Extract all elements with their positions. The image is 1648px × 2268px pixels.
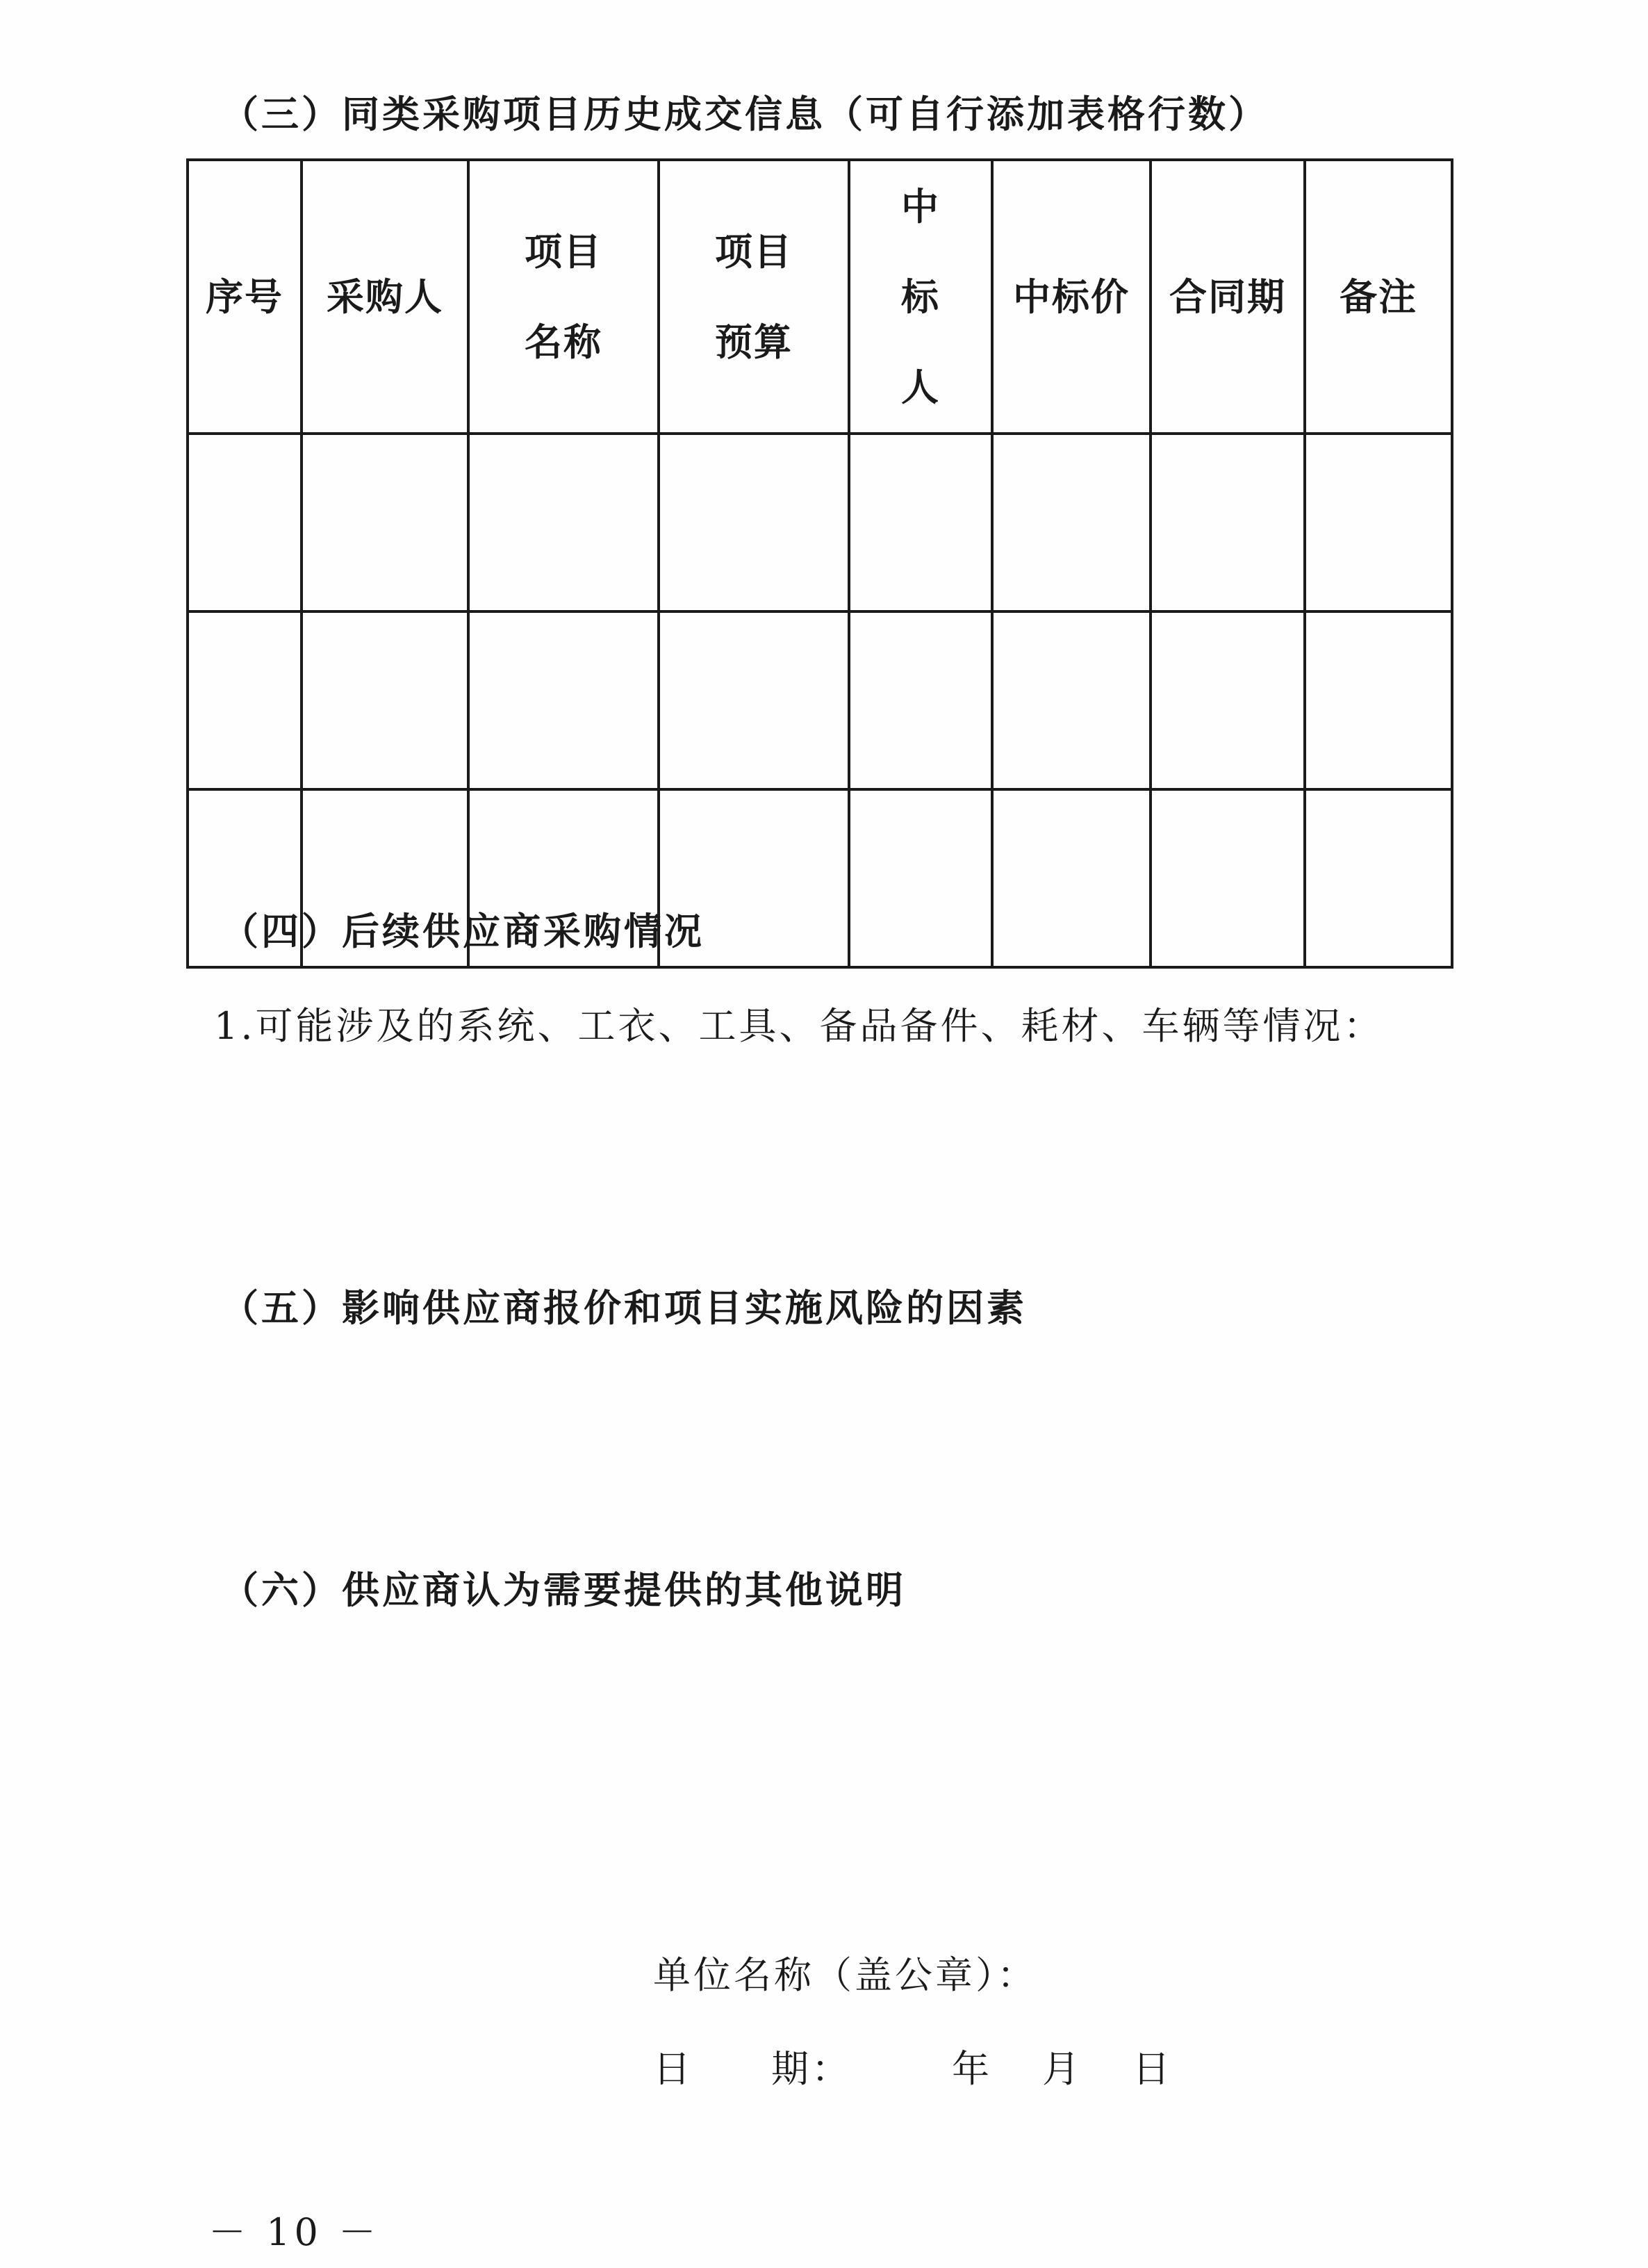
- header-serial: 序号: [188, 160, 302, 434]
- table-cell: [659, 434, 849, 611]
- table-cell: [302, 434, 468, 611]
- date-label-day-char: 日: [653, 2047, 693, 2091]
- header-project-name: 项目名称: [468, 160, 659, 434]
- table-cell: [849, 789, 992, 967]
- section-3-title: （三）同类采购项目历史成交信息（可自行添加表格行数）: [221, 92, 1269, 136]
- date-day-label: 日: [1132, 2047, 1173, 2091]
- table-cell: [1151, 611, 1305, 789]
- table-cell: [468, 611, 659, 789]
- header-winning-bidder: 中标人: [849, 160, 992, 434]
- table-header-row: [188, 160, 1452, 434]
- section-5-title: （五）影响供应商报价和项目实施风险的因素: [221, 1285, 1027, 1330]
- table-row: [188, 611, 1452, 789]
- table-cell: [992, 789, 1151, 967]
- table-cell: [188, 434, 302, 611]
- header-contract-period: 合同期: [1151, 160, 1305, 434]
- date-year-label: 年: [952, 2047, 992, 2091]
- table-cell: [1151, 789, 1305, 967]
- section-6-title: （六）供应商认为需要提供的其他说明: [221, 1568, 906, 1612]
- table-cell: [1305, 434, 1452, 611]
- table-cell: [1305, 611, 1452, 789]
- table-cell: [188, 611, 302, 789]
- table-cell: [1151, 434, 1305, 611]
- table-cell: [992, 611, 1151, 789]
- date-month-label: 月: [1042, 2047, 1082, 2091]
- header-purchaser: 采购人: [302, 160, 468, 434]
- table-cell: [468, 434, 659, 611]
- header-winning-price: 中标价: [992, 160, 1151, 434]
- history-deal-table: [186, 158, 1453, 969]
- table-cell: [849, 611, 992, 789]
- table-cell: [849, 434, 992, 611]
- section-4-title: （四）后续供应商采购情况: [221, 909, 704, 953]
- table-cell: [302, 611, 468, 789]
- section-4-item-1: 1.可能涉及的系统、工衣、工具、备品备件、耗材、车辆等情况：: [214, 1004, 1384, 1048]
- table-cell: [992, 434, 1151, 611]
- date-line: [653, 2039, 1173, 2093]
- header-project-budget: 项目预算: [659, 160, 849, 434]
- unit-name-label: 单位名称（盖公章）：: [653, 1953, 1037, 1997]
- header-remarks: 备注: [1305, 160, 1452, 434]
- table-cell: [659, 611, 849, 789]
- table-cell: [1305, 789, 1452, 967]
- page-number: － 10 －: [208, 2210, 381, 2254]
- date-label-period-char: 期：: [771, 2047, 852, 2091]
- table-row: [188, 434, 1452, 611]
